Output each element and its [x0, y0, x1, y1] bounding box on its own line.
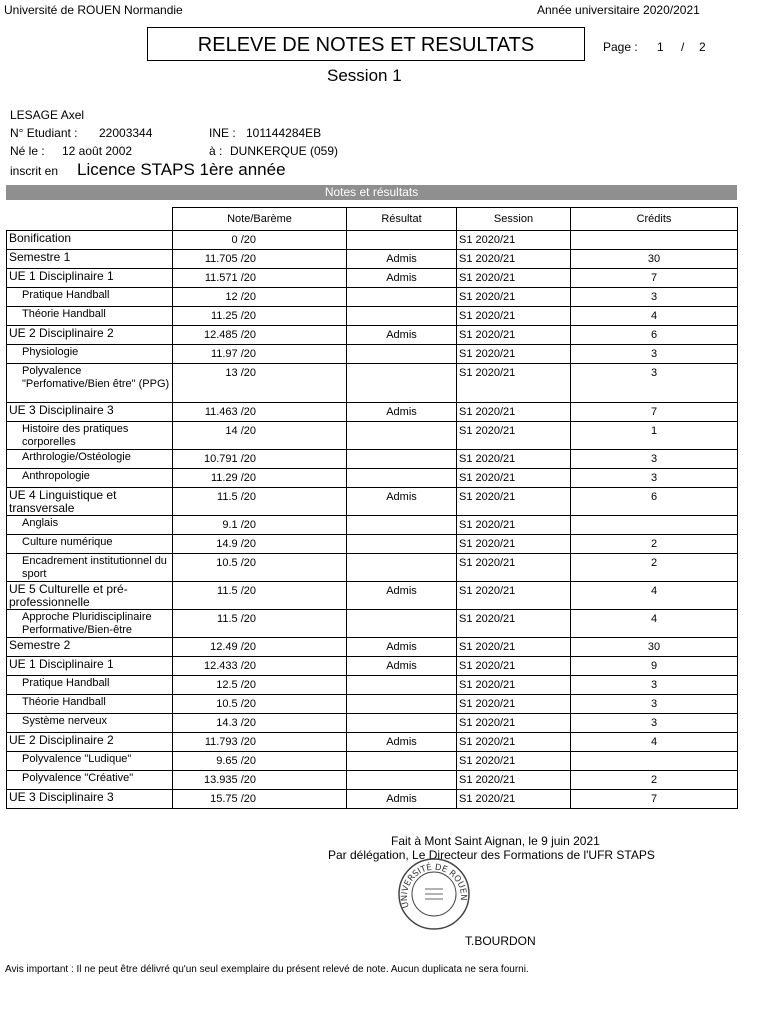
row-note: 9.1 /20 [173, 516, 347, 535]
row-session: S1 2020/21 [457, 488, 571, 516]
delegation: Par délégation, Le Directeur des Formations de l'UFR STAPS [328, 848, 655, 862]
row-result: Admis [347, 326, 457, 345]
table-row [7, 231, 738, 250]
enrolled-label: inscrit en [10, 164, 59, 178]
grades-table [6, 207, 738, 809]
column-header-note: Note/Barème [173, 208, 347, 231]
table-row [7, 326, 738, 345]
row-credits: 2 [571, 554, 738, 582]
row-session: S1 2020/21 [457, 676, 571, 695]
header-blank [7, 208, 173, 231]
row-credits: 1 [571, 422, 738, 450]
page-current: 1 [657, 40, 664, 54]
program-name: Licence STAPS 1ère année [77, 160, 286, 179]
row-result: Admis [347, 488, 457, 516]
table-row [7, 695, 738, 714]
row-session: S1 2020/21 [457, 535, 571, 554]
row-result [347, 516, 457, 535]
row-note: 11.5 /20 [173, 582, 347, 610]
row-session: S1 2020/21 [457, 450, 571, 469]
row-label: UE 3 Disciplinaire 3 [7, 790, 173, 809]
row-label: Polyvalence "Perfomative/Bien être" (PPG) [7, 364, 173, 403]
row-result [347, 231, 457, 250]
document-title: RELEVE DE NOTES ET RESULTATS [147, 27, 585, 61]
table-row [7, 657, 738, 676]
student-id-label: N° Etudiant : [10, 126, 78, 140]
row-note: 14.9 /20 [173, 535, 347, 554]
column-header-result: Résultat [347, 208, 457, 231]
row-result [347, 610, 457, 638]
row-result [347, 752, 457, 771]
row-result [347, 364, 457, 403]
birth-place-value: DUNKERQUE (059) [230, 144, 339, 158]
row-session: S1 2020/21 [457, 733, 571, 752]
row-session: S1 2020/21 [457, 469, 571, 488]
row-note: 12.49 /20 [173, 638, 347, 657]
row-note: 12.433 /20 [173, 657, 347, 676]
page-total: 2 [699, 40, 706, 54]
university-name: Université de ROUEN Normandie [4, 3, 183, 17]
row-result [347, 307, 457, 326]
row-label: UE 2 Disciplinaire 2 [7, 326, 173, 345]
student-name: LESAGE Axel [10, 108, 85, 122]
row-label: Encadrement institutionnel du sport [7, 554, 173, 582]
row-session: S1 2020/21 [457, 288, 571, 307]
table-row [7, 469, 738, 488]
row-session: S1 2020/21 [457, 752, 571, 771]
row-label: UE 2 Disciplinaire 2 [7, 733, 173, 752]
row-label: UE 4 Linguistique et transversale [7, 488, 173, 516]
row-result [347, 450, 457, 469]
table-row [7, 582, 738, 610]
row-result: Admis [347, 582, 457, 610]
row-credits: 7 [571, 403, 738, 422]
row-credits: 3 [571, 364, 738, 403]
row-label: Polyvalence "Ludique" [7, 752, 173, 771]
row-credits: 9 [571, 657, 738, 676]
row-credits: 7 [571, 790, 738, 809]
row-session: S1 2020/21 [457, 307, 571, 326]
row-label: UE 1 Disciplinaire 1 [7, 657, 173, 676]
row-session: S1 2020/21 [457, 364, 571, 403]
birth-date-label: Né le : [10, 144, 45, 158]
table-row [7, 269, 738, 288]
row-note: 11.793 /20 [173, 733, 347, 752]
row-label: UE 3 Disciplinaire 3 [7, 403, 173, 422]
row-label: UE 5 Culturelle et pré-professionnelle [7, 582, 173, 610]
table-row [7, 422, 738, 450]
row-result [347, 345, 457, 364]
row-note: 11.29 /20 [173, 469, 347, 488]
row-label: UE 1 Disciplinaire 1 [7, 269, 173, 288]
row-credits: 4 [571, 307, 738, 326]
row-credits: 6 [571, 488, 738, 516]
row-session: S1 2020/21 [457, 231, 571, 250]
row-note: 11.25 /20 [173, 307, 347, 326]
row-note: 10.5 /20 [173, 554, 347, 582]
table-row [7, 250, 738, 269]
row-credits: 3 [571, 469, 738, 488]
table-row [7, 535, 738, 554]
table-row [7, 516, 738, 535]
row-result [347, 771, 457, 790]
row-credits: 30 [571, 638, 738, 657]
table-row [7, 403, 738, 422]
row-note: 11.463 /20 [173, 403, 347, 422]
row-label: Pratique Handball [7, 288, 173, 307]
row-note: 15.75 /20 [173, 790, 347, 809]
seal-inner-lines [425, 889, 443, 899]
row-credits: 2 [571, 535, 738, 554]
row-result: Admis [347, 250, 457, 269]
row-credits: 3 [571, 714, 738, 733]
row-session: S1 2020/21 [457, 582, 571, 610]
row-result: Admis [347, 403, 457, 422]
table-row [7, 345, 738, 364]
ine-value: 101144284EB [246, 126, 322, 140]
row-label: Approche Pluridisciplinaire Performative/Bien-être [7, 610, 173, 638]
row-label: Physiologie [7, 345, 173, 364]
table-row [7, 288, 738, 307]
row-session: S1 2020/21 [457, 771, 571, 790]
row-result [347, 554, 457, 582]
row-label: Anglais [7, 516, 173, 535]
table-row [7, 450, 738, 469]
row-session: S1 2020/21 [457, 422, 571, 450]
row-result [347, 695, 457, 714]
ine-label: INE : [209, 126, 236, 140]
row-credits: 3 [571, 288, 738, 307]
signatory: T.BOURDON [465, 934, 536, 948]
row-credits: 4 [571, 582, 738, 610]
row-note: 13.935 /20 [173, 771, 347, 790]
row-session: S1 2020/21 [457, 269, 571, 288]
row-session: S1 2020/21 [457, 638, 571, 657]
row-credits [571, 752, 738, 771]
table-row [7, 610, 738, 638]
row-session: S1 2020/21 [457, 326, 571, 345]
academic-year: Année universitaire 2020/2021 [537, 3, 700, 17]
row-session: S1 2020/21 [457, 610, 571, 638]
university-seal [397, 857, 471, 931]
row-result: Admis [347, 269, 457, 288]
row-label: Culture numérique [7, 535, 173, 554]
row-credits [571, 516, 738, 535]
row-credits: 2 [571, 771, 738, 790]
row-result: Admis [347, 657, 457, 676]
row-credits: 30 [571, 250, 738, 269]
row-label: Système nerveux [7, 714, 173, 733]
row-session: S1 2020/21 [457, 403, 571, 422]
row-result [347, 469, 457, 488]
row-result [347, 676, 457, 695]
row-session: S1 2020/21 [457, 695, 571, 714]
row-label: Polyvalence "Créative" [7, 771, 173, 790]
table-row [7, 638, 738, 657]
row-note: 0 /20 [173, 231, 347, 250]
row-note: 10.791 /20 [173, 450, 347, 469]
row-result: Admis [347, 638, 457, 657]
row-credits: 3 [571, 345, 738, 364]
session-heading: Session 1 [327, 66, 402, 85]
row-credits: 4 [571, 733, 738, 752]
row-session: S1 2020/21 [457, 554, 571, 582]
row-session: S1 2020/21 [457, 250, 571, 269]
row-credits [571, 231, 738, 250]
table-row [7, 488, 738, 516]
place-date: Fait à Mont Saint Aignan, le 9 juin 2021 [391, 834, 600, 848]
row-label: Anthropologie [7, 469, 173, 488]
page-label: Page : [603, 40, 638, 54]
row-note: 14.3 /20 [173, 714, 347, 733]
row-result [347, 422, 457, 450]
row-session: S1 2020/21 [457, 714, 571, 733]
row-note: 11.571 /20 [173, 269, 347, 288]
row-label: Pratique Handball [7, 676, 173, 695]
row-note: 11.5 /20 [173, 610, 347, 638]
row-label: Semestre 2 [7, 638, 173, 657]
column-header-session: Session [457, 208, 571, 231]
row-note: 12 /20 [173, 288, 347, 307]
grades-body [7, 231, 738, 809]
row-result [347, 535, 457, 554]
row-credits: 4 [571, 610, 738, 638]
important-notice: Avis important : Il ne peut être délivré qu'un seul exemplaire du présent relevé de note. Aucun duplicata ne sera fourni. [5, 964, 529, 975]
row-credits: 6 [571, 326, 738, 345]
seal-text: UNIVERSITÉ DE ROUEN [399, 862, 469, 910]
table-row [7, 364, 738, 403]
row-label: Théorie Handball [7, 307, 173, 326]
row-credits: 3 [571, 450, 738, 469]
student-id-value: 22003344 [99, 126, 153, 140]
row-result [347, 714, 457, 733]
row-label: Semestre 1 [7, 250, 173, 269]
row-note: 13 /20 [173, 364, 347, 403]
row-note: 11.97 /20 [173, 345, 347, 364]
table-header-row [7, 208, 738, 231]
row-note: 10.5 /20 [173, 695, 347, 714]
row-label: Bonification [7, 231, 173, 250]
row-note: 12.485 /20 [173, 326, 347, 345]
row-note: 11.705 /20 [173, 250, 347, 269]
row-note: 9.65 /20 [173, 752, 347, 771]
column-header-credits: Crédits [571, 208, 738, 231]
page-separator: / [681, 40, 685, 54]
row-note: 11.5 /20 [173, 488, 347, 516]
table-row [7, 676, 738, 695]
row-credits: 3 [571, 695, 738, 714]
results-banner: Notes et résultats [6, 185, 737, 200]
row-result: Admis [347, 790, 457, 809]
table-row [7, 714, 738, 733]
row-credits: 3 [571, 676, 738, 695]
row-label: Arthrologie/Ostéologie [7, 450, 173, 469]
table-row [7, 733, 738, 752]
birth-place-label: à : [209, 144, 223, 158]
table-row [7, 752, 738, 771]
birth-date-value: 12 août 2002 [62, 144, 133, 158]
row-session: S1 2020/21 [457, 790, 571, 809]
row-label: Histoire des pratiques corporelles [7, 422, 173, 450]
row-note: 14 /20 [173, 422, 347, 450]
row-credits: 7 [571, 269, 738, 288]
table-row [7, 554, 738, 582]
table-row [7, 771, 738, 790]
row-session: S1 2020/21 [457, 345, 571, 364]
row-label: Théorie Handball [7, 695, 173, 714]
row-result [347, 288, 457, 307]
table-row [7, 307, 738, 326]
row-result: Admis [347, 733, 457, 752]
table-row [7, 790, 738, 809]
row-note: 12.5 /20 [173, 676, 347, 695]
row-session: S1 2020/21 [457, 657, 571, 676]
row-session: S1 2020/21 [457, 516, 571, 535]
